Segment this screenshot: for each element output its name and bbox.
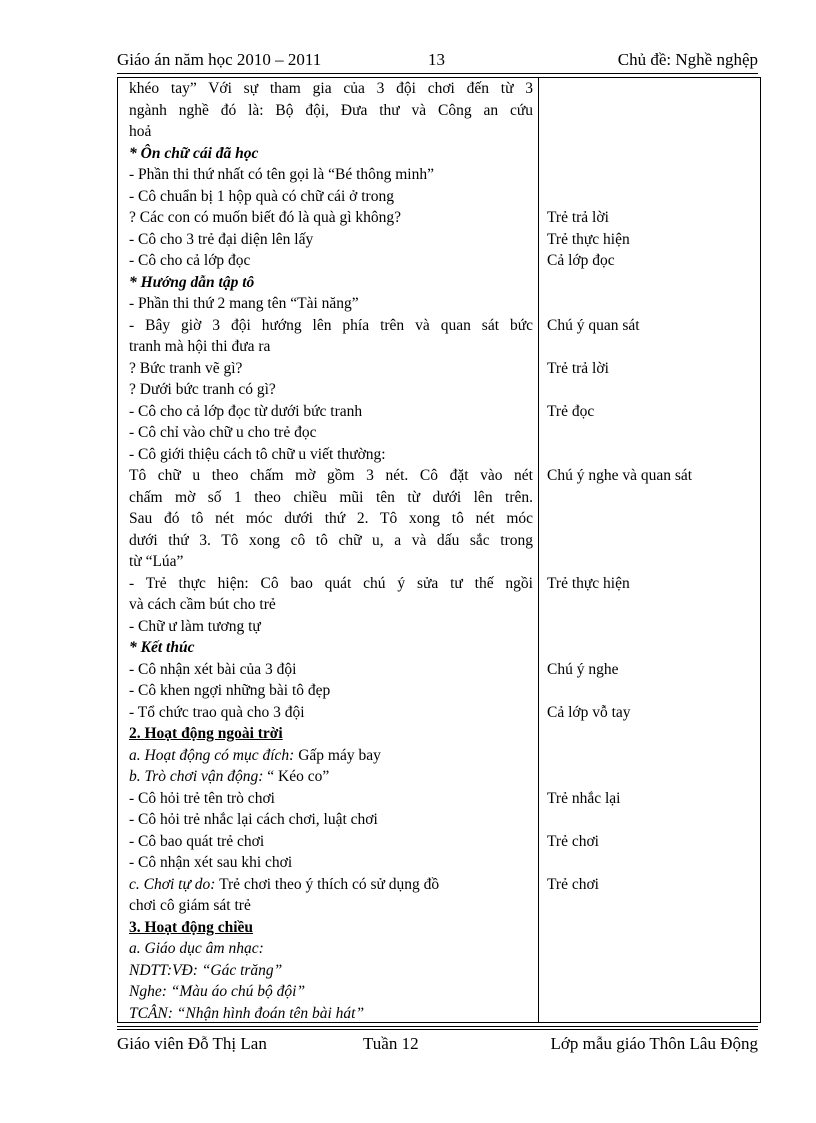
child-response-line: [547, 272, 757, 294]
child-response-line: [547, 938, 757, 960]
child-response-line: [547, 809, 757, 831]
child-response-line: [547, 852, 757, 874]
child-response-line: [547, 487, 757, 509]
child-response-line: [547, 981, 757, 1003]
child-response-line: [547, 1003, 757, 1025]
child-response-line: Trẻ chơi: [547, 832, 599, 850]
activity-line: chơi cô giám sát trẻ: [129, 897, 251, 914]
activity-subheading: b. Trò chơi vận động:: [129, 768, 264, 785]
footer-rule-top: [117, 1026, 758, 1027]
child-response-line: [547, 530, 757, 552]
activity-line: và cách cầm bút cho trẻ: [129, 596, 276, 613]
activity-line: - Tổ chức trao quà cho 3 đội: [129, 703, 305, 721]
child-response-line: [547, 293, 757, 315]
child-response-line: [547, 766, 757, 788]
column-divider: [538, 77, 539, 1023]
activity-line: Nghe: “Màu áo chú bộ đội”: [129, 983, 306, 1000]
activity-line: * Hướng dẫn tập tô: [129, 273, 255, 291]
child-response-line: [547, 895, 757, 917]
activity-line: tranh mà hội thi đưa ra: [129, 338, 271, 355]
activity-line: ? Các con có muốn biết đó là quà gì không?: [129, 209, 402, 226]
header-rule: [117, 73, 758, 74]
activity-line: khéo tay” Với sự tham gia của 3 đội chơi đến từ 3: [129, 80, 533, 97]
activity-subheading-detail: Trẻ chơi theo ý thích có sử dụng đồ: [215, 875, 440, 893]
activity-line: 3. Hoạt động chiều: [129, 918, 254, 936]
activity-line: - Cô khen ngợi những bài tô đẹp: [129, 682, 331, 699]
child-response-line: [547, 680, 757, 702]
activity-line: Sau đó tô nét móc dưới thứ 2. Tô xong tô nét móc: [129, 510, 533, 527]
activity-line: - Trẻ thực hiện: Cô bao quát chú ý sửa tư thế ngồi: [129, 574, 533, 592]
child-response-line: Trẻ thực hiện: [547, 230, 630, 248]
child-response-line: Trẻ thực hiện: [547, 574, 630, 592]
page-header: [117, 50, 758, 72]
child-response-line: [547, 143, 757, 165]
footer-rule-bottom: [117, 1029, 758, 1030]
child-response-line: Trẻ trả lời: [547, 359, 609, 377]
child-response-line: Trẻ đọc: [547, 402, 595, 420]
footer-week: Tuần 12: [363, 1034, 419, 1053]
header-topic: Chủ đề: Nghề nghệp: [617, 50, 758, 69]
child-response-line: [547, 100, 757, 122]
child-response-line: [547, 551, 757, 573]
activity-line: - Phần thi thứ nhất có tên gọi là “Bé thông minh”: [129, 166, 434, 183]
activity-line: - Cô cho cả lớp đọc: [129, 252, 251, 269]
page-footer: [117, 1034, 758, 1056]
activity-line: - Cô cho cả lớp đọc từ dưới bức tranh: [129, 402, 363, 420]
children-activity-column: [547, 78, 757, 1024]
child-response-line: [547, 186, 757, 208]
child-response-line: [547, 723, 757, 745]
activity-line: - Phần thi thứ 2 mang tên “Tài năng”: [129, 295, 359, 312]
child-response-line: [547, 444, 757, 466]
activity-line: ngành nghề đó là: Bộ đội, Đưa thư và Công an cứu: [129, 101, 533, 119]
header-page-number: 13: [428, 50, 445, 69]
lesson-table: [117, 77, 761, 1023]
activity-line: TCÂN: “Nhận hình đoán tên bài hát”: [129, 1004, 365, 1022]
child-response-line: Cả lớp đọc: [547, 252, 615, 269]
activity-line: ? Bức tranh vẽ gì?: [129, 359, 243, 377]
activity-line: Tô chữ u theo chấm mờ gồm 3 nét. Cô đặt vào nét: [129, 467, 533, 484]
activity-line: từ “Lúa”: [129, 553, 184, 570]
activity-line: [129, 745, 533, 767]
activity-line: - Cô nhận xét bài của 3 đội: [129, 660, 297, 678]
activity-line: dưới thứ 3. Tô xong cô tô chữ u, a và dấu sắc trong: [129, 531, 533, 549]
activity-line: [129, 874, 533, 896]
activity-line: - Cô bao quát trẻ chơi: [129, 832, 265, 850]
activities-column: [129, 78, 533, 1024]
child-response-line: Trẻ trả lời: [547, 209, 609, 226]
activity-subheading-detail: Gấp máy bay: [294, 746, 381, 764]
footer-teacher: Giáo viên Đỗ Thị Lan: [117, 1034, 267, 1053]
activity-subheading: a. Hoạt động có mục đích:: [129, 746, 295, 764]
activity-line: - Cô giới thiệu cách tô chữ u viết thường:: [129, 445, 386, 463]
activity-line: chấm mờ số 1 theo chiều mũi tên từ dưới lên trên.: [129, 488, 533, 506]
child-response-line: [547, 164, 757, 186]
activity-line: - Cô chỉ vào chữ u cho trẻ đọc: [129, 424, 317, 441]
child-response-line: [547, 745, 757, 767]
child-response-line: [547, 960, 757, 982]
activity-line: - Chữ ư làm tương tự: [129, 617, 261, 635]
activity-line: * Ôn chữ cái đã học: [129, 144, 259, 162]
child-response-line: [547, 422, 757, 444]
activity-line: ? Dưới bức tranh có gì?: [129, 381, 276, 398]
child-response-line: [547, 336, 757, 358]
activity-line: 2. Hoạt động ngoài trời: [129, 725, 283, 742]
footer-class: Lớp mẫu giáo Thôn Lâu Động: [550, 1034, 758, 1053]
child-response-line: [547, 121, 757, 143]
child-response-line: Cả lớp vỗ tay: [547, 703, 631, 721]
child-response-line: [547, 78, 757, 100]
activity-line: - Cô cho 3 trẻ đại diện lên lấy: [129, 230, 314, 248]
activity-line: * Kết thúc: [129, 639, 195, 656]
child-response-line: [547, 917, 757, 939]
activity-subheading: c. Chơi tự do:: [129, 875, 216, 893]
child-response-line: Chú ý nghe: [547, 660, 619, 678]
child-response-line: [547, 616, 757, 638]
activity-line: - Cô nhận xét sau khi chơi: [129, 854, 293, 871]
child-response-line: [547, 637, 757, 659]
activity-line: - Cô chuẩn bị 1 hộp quà có chữ cái ở trong: [129, 187, 394, 205]
child-response-line: Chú ý quan sát: [547, 316, 640, 334]
activity-line: - Cô hỏi trẻ tên trò chơi: [129, 789, 275, 807]
activity-line: [129, 766, 533, 788]
activity-line: hoả: [129, 123, 152, 140]
activity-line: NDTT:VĐ: “Gác trăng”: [129, 961, 283, 979]
child-response-line: [547, 379, 757, 401]
header-school-year: Giáo án năm học 2010 – 2011: [117, 50, 322, 69]
child-response-line: Chú ý nghe và quan sát: [547, 467, 693, 484]
activity-line: a. Giáo dục âm nhạc:: [129, 940, 264, 957]
activity-subheading-detail: “ Kéo co”: [263, 768, 330, 785]
child-response-line: [547, 508, 757, 530]
activity-line: - Bây giờ 3 đội hướng lên phía trên và quan sát bức: [129, 316, 533, 334]
child-response-line: Trẻ chơi: [547, 875, 599, 893]
activity-line: - Cô hỏi trẻ nhắc lại cách chơi, luật chơi: [129, 811, 378, 828]
child-response-line: Trẻ nhắc lại: [547, 789, 621, 807]
child-response-line: [547, 594, 757, 616]
